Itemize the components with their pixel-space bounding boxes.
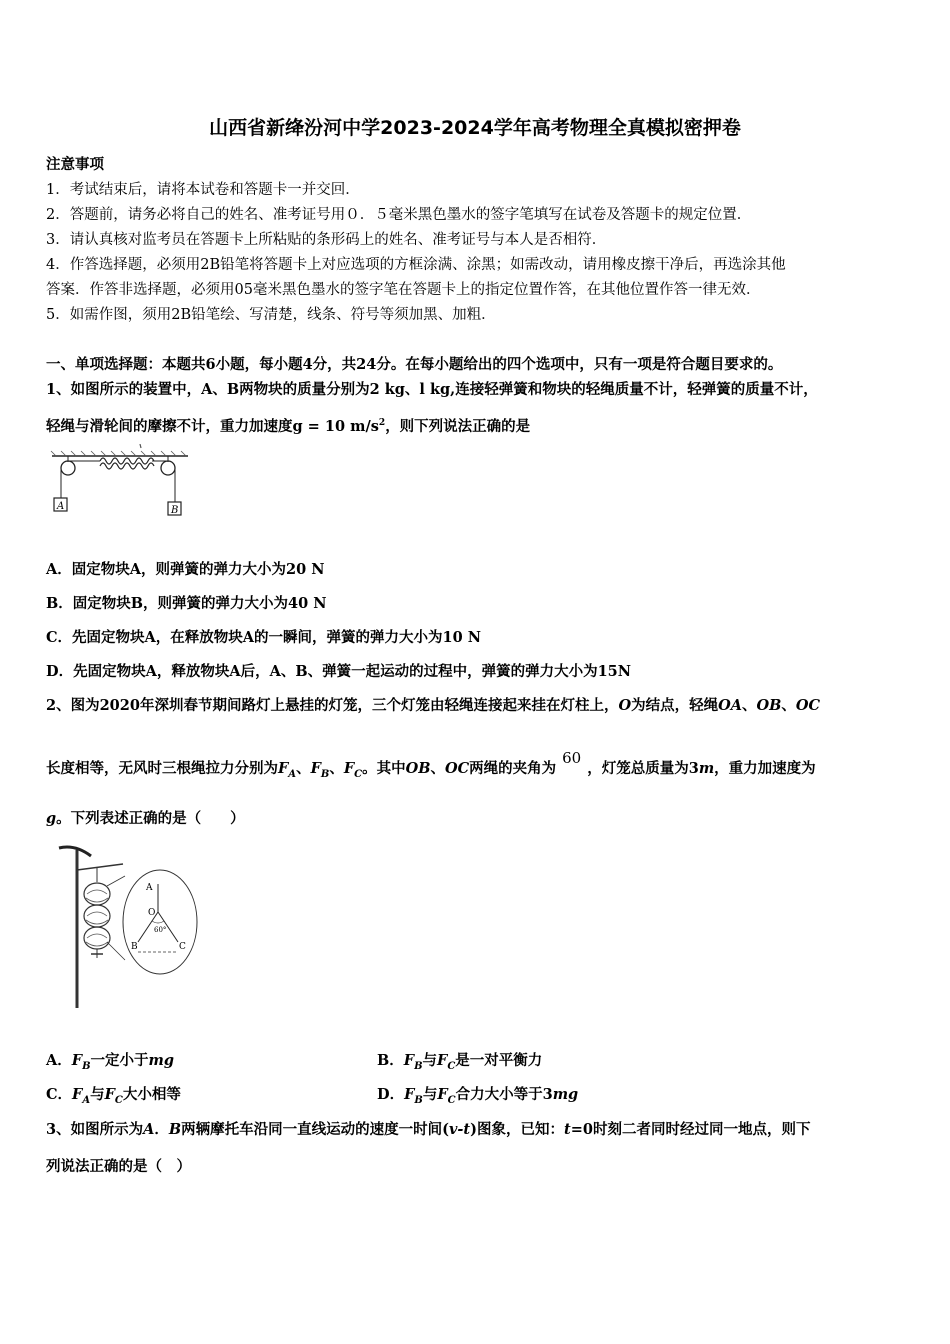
q1-label-a: A [57, 501, 65, 512]
q1-stem-line2: 轻绳与滑轮间的摩擦不计，重力加速度g = 10 $m/s^2$，则下列说法正确的是 [46, 418, 531, 435]
q2-option-a: A．$F_B$一定小于mg [46, 1052, 174, 1072]
q2-fig-label-o: O [148, 908, 156, 918]
q3-stem-line2: 列说法正确的是（ ） [46, 1158, 191, 1175]
q2-lantern-figure [55, 842, 200, 1012]
q1-option-c: C．先固定物块A，在释放物块A的一瞬间，弹簧的弹力大小为10 N [46, 629, 482, 646]
q1-option-b: B．固定物块B，则弹簧的弹力大小为40 N [46, 595, 327, 612]
notice-item-4-cont: 答案．作答非选择题，必须用05毫米黑色墨水的签字笔在答题卡上的指定位置作答，在其他位置作答一律无效． [46, 282, 761, 298]
q2-option-d: D．$F_B$与$F_C$合力大小等于3mg [377, 1086, 579, 1106]
notice-heading: 注意事项 [46, 156, 104, 173]
q2-fig-label-c: C [179, 942, 186, 952]
page-title: 山西省新绛汾河中学2023-2024学年高考物理全真模拟密押卷 [209, 117, 741, 139]
notice-item-3: 3．请认真核对监考员在答题卡上所粘贴的条形码上的姓名、准考证号与本人是否相符． [46, 232, 607, 248]
notice-item-5: 5．如需作图，须用2B铅笔绘、写清楚，线条、符号等须加黑、加粗． [46, 307, 496, 323]
q1-option-a: A．固定物块A，则弹簧的弹力大小为20 N [46, 561, 325, 578]
q2-option-c: C．$F_A$与$F_C$大小相等 [46, 1086, 181, 1106]
q2-stem-line1: 2、图为2020年深圳春节期间路灯上悬挂的灯笼，三个灯笼由轻绳连接起来挂在灯柱上，O为结点，轻绳OA、OB、OC [46, 697, 821, 714]
q1-option-d: D．先固定物块A，释放物块A后，A、B、弹簧一起运动的过程中，弹簧的弹力大小为15N [46, 663, 632, 680]
q2-angle: 60 [562, 749, 582, 767]
notice-item-4: 4．作答选择题，必须用2B铅笔将答题卡上对应选项的方框涂满、涂黑；如需改动，请用橡皮擦干净后，再选涂其他 [46, 257, 786, 273]
q2-stem-line2: 长度相等，无风时三根绳拉力分别为$F_A$、$F_B$、$F_C$。其中OB、OC两绳的夹角为60，灯笼总质量为3m，重力加速度为 [46, 749, 816, 780]
section-heading: 一、单项选择题：本题共6小题，每小题4分，共24分。在每小题给出的四个选项中，只有一项是符合题目要求的。 [46, 356, 783, 373]
q2-fig-label-b: B [131, 942, 138, 952]
q3-stem-line1: 3、如图所示为A．B两辆摩托车沿同一直线运动的速度一时间(v-t)图象，已知：t=0时刻二者同时经过同一地点，则下 [46, 1121, 811, 1138]
q1-pulley-figure [48, 444, 193, 516]
q1-label-b: B [171, 505, 179, 516]
q2-fig-label-a: A [146, 883, 153, 893]
notice-item-2: 2．答题前，请务必将自己的姓名、准考证号用０．５毫米黑色墨水的签字笔填写在试卷及答题卡的规定位置． [46, 207, 752, 223]
q1-stem-line1: 1、如图所示的装置中，A、B两物块的质量分别为2 kg、l kg,连接轻弹簧和物块的轻绳质量不计，轻弹簧的质量不计， [46, 381, 818, 398]
q2-fig-angle: 60° [154, 926, 167, 934]
notice-item-1: 1．考试结束后，请将本试卷和答题卡一并交回． [46, 182, 360, 198]
q2-option-b: B．$F_B$与$F_C$是一对平衡力 [377, 1052, 543, 1072]
q2-stem-line3: g。下列表述正确的是（ ） [46, 810, 245, 827]
